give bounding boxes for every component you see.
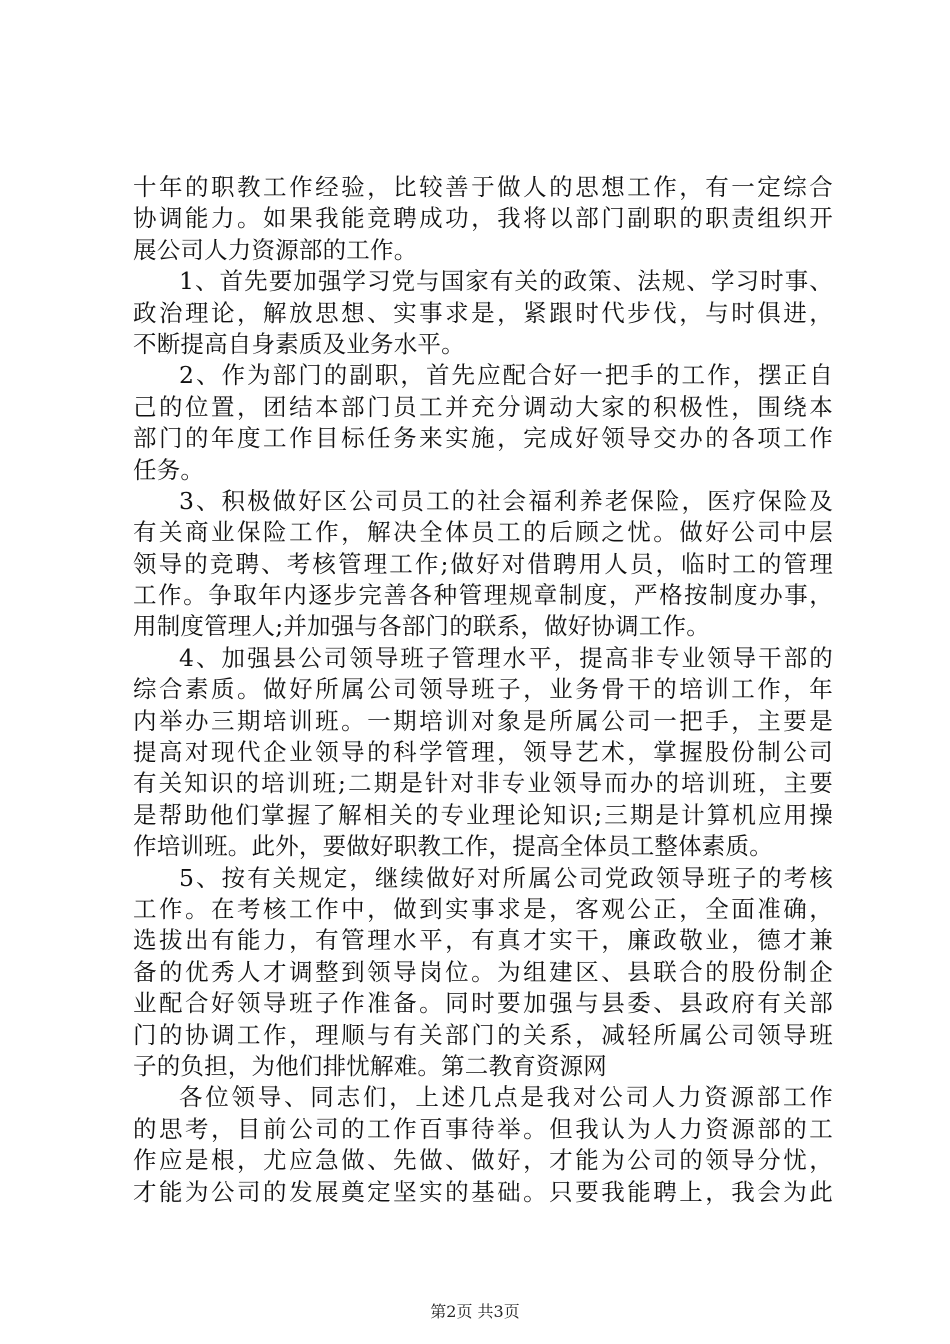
text-line: 综合素质。做好所属公司领导班子，业务骨干的培训工作，年 <box>133 675 833 704</box>
text-line: 备的优秀人才调整到领导岗位。为组建区、县联合的股份制企 <box>133 957 833 986</box>
text-line: 提高对现代企业领导的科学管理，领导艺术，掌握股份制公司 <box>133 738 833 767</box>
text-line: 的思考，目前公司的工作百事待举。但我认为人力资源部的工 <box>133 1114 833 1143</box>
text-line: 政治理论，解放思想、实事求是，紧跟时代步伐，与时俱进， <box>133 298 833 327</box>
text-line: 门的协调工作，理顺与有关部门的关系，减轻所属公司领导班 <box>133 1020 833 1049</box>
text-line: 是帮助他们掌握了解相关的专业理论知识;三期是计算机应用操 <box>133 800 833 829</box>
text-line: 十年的职教工作经验，比较善于做人的思想工作，有一定综合 <box>133 173 833 201</box>
text-line: 各位领导、同志们，上述几点是我对公司人力资源部工作 <box>179 1083 833 1112</box>
text-line: 工作。争取年内逐步完善各种管理规章制度，严格按制度办事， <box>133 581 833 610</box>
text-line: 展公司人力资源部的工作。 <box>133 235 418 264</box>
text-line: 领导的竞聘、考核管理工作;做好对借聘用人员，临时工的管理 <box>133 549 833 578</box>
text-line: 用制度管理人;并加强与各部门的联系，做好协调工作。 <box>133 612 710 641</box>
text-line: 不断提高自身素质及业务水平。 <box>133 329 465 358</box>
text-line: 有关知识的培训班;二期是针对非专业领导而办的培训班，主要 <box>133 769 833 798</box>
text-line: 选拔出有能力，有管理水平，有真才实干，廉政敬业，德才兼 <box>133 926 833 955</box>
text-line: 协调能力。如果我能竞聘成功，我将以部门副职的职责组织开 <box>133 204 833 233</box>
page-footer: 第2页 共3页 <box>430 1302 520 1321</box>
text-line: 4、加强县公司领导班子管理水平，提高非专业领导干部的 <box>179 643 833 672</box>
text-line: 部门的年度工作目标任务来实施，完成好领导交办的各项工作 <box>133 424 833 453</box>
text-line: 业配合好领导班子作准备。同时要加强与县委、县政府有关部 <box>133 989 833 1018</box>
text-line: 作应是根，尤应急做、先做、做好，才能为公司的领导分忧， <box>133 1146 833 1175</box>
text-line: 1、首先要加强学习党与国家有关的政策、法规、学习时事、 <box>179 267 833 296</box>
text-line: 作培训班。此外，要做好职教工作，提高全体员工整体素质。 <box>133 832 773 861</box>
text-line: 任务。 <box>133 455 205 484</box>
text-line: 内举办三期培训班。一期培训对象是所属公司一把手，主要是 <box>133 706 833 735</box>
text-line: 2、作为部门的副职，首先应配合好一把手的工作，摆正自 <box>179 361 833 390</box>
document-body <box>133 172 833 1208</box>
text-line: 子的负担，为他们排忧解难。第二教育资源网 <box>133 1051 607 1080</box>
text-line: 5、按有关规定，继续做好对所属公司党政领导班子的考核 <box>179 863 833 892</box>
text-line: 己的位置，团结本部门员工并充分调动大家的积极性，围绕本 <box>133 392 833 421</box>
text-line: 3、积极做好区公司员工的社会福利养老保险，医疗保险及 <box>179 486 833 515</box>
text-line: 有关商业保险工作，解决全体员工的后顾之忧。做好公司中层 <box>133 518 833 547</box>
text-line: 才能为公司的发展奠定坚实的基础。只要我能聘上，我会为此 <box>133 1177 833 1206</box>
text-line: 工作。在考核工作中，做到实事求是，客观公正，全面准确， <box>133 894 833 923</box>
